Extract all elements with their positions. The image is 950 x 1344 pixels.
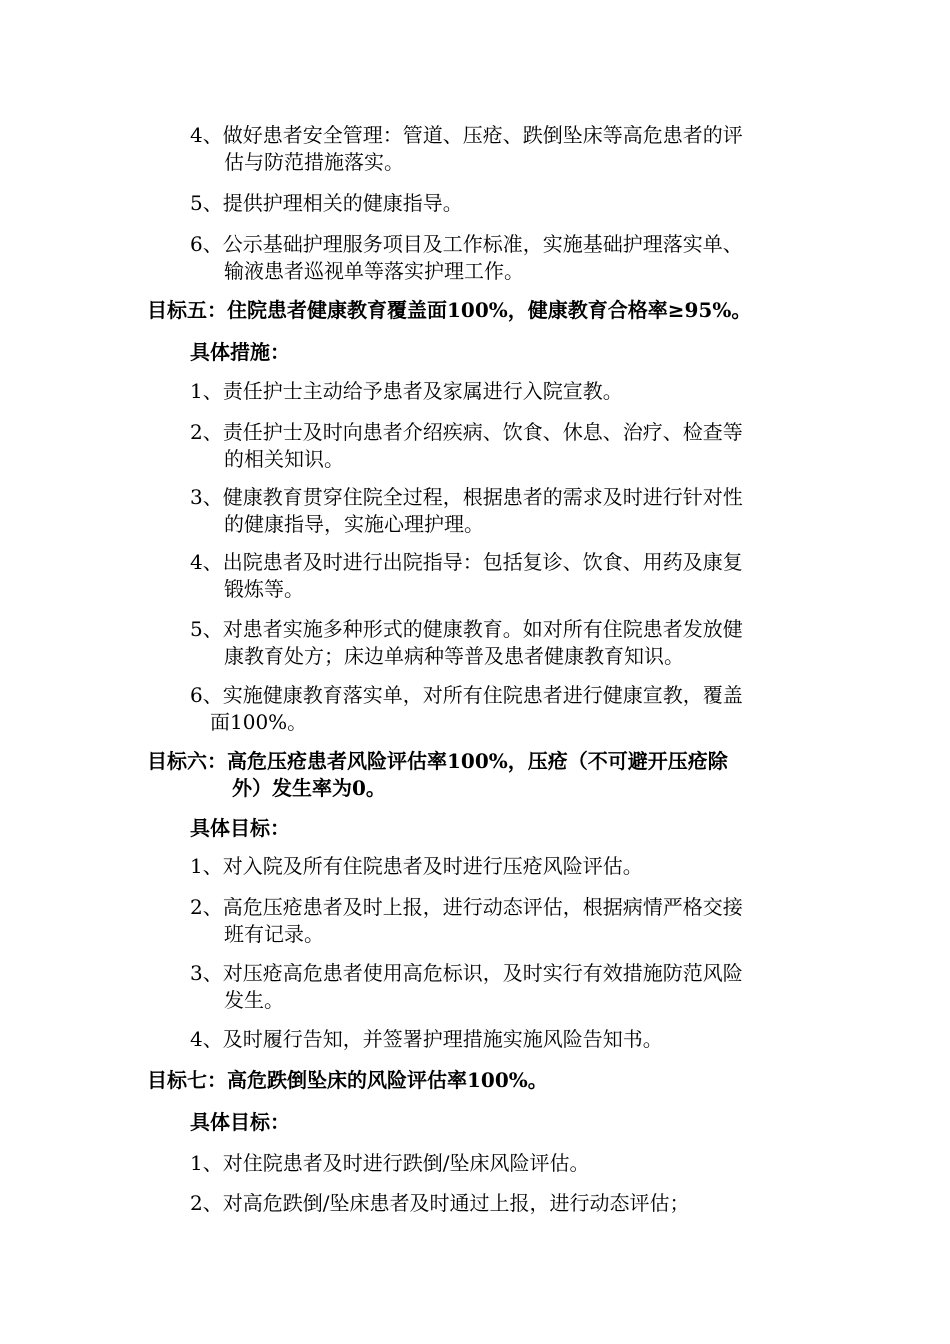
list-item-line: 3、对压疮高危患者使用高危标识，及时实行有效措施防范风险 — [190, 961, 743, 985]
list-item-line: 面100%。 — [210, 710, 308, 734]
list-item — [190, 682, 810, 736]
list-item-line: 估与防范措施落实。 — [224, 150, 404, 174]
list-item-line: 4、出院患者及时进行出院指导：包括复诊、饮食、用药及康复 — [190, 550, 743, 574]
list-item-line: 发生。 — [224, 988, 284, 1012]
list-item-line: 4、及时履行告知，并签署护理措施实施风险告知书。 — [190, 1027, 663, 1051]
list-item — [190, 190, 810, 217]
list-item-line: 5、对患者实施多种形式的健康教育。如对所有住院患者发放健 — [190, 617, 743, 641]
list-item — [190, 894, 810, 948]
list-item-line: 2、高危压疮患者及时上报，进行动态评估，根据病情严格交接 — [190, 895, 743, 919]
list-item — [190, 419, 810, 473]
list-item-line: 1、责任护士主动给予患者及家属进行入院宣教。 — [190, 379, 623, 403]
goal-heading — [147, 297, 812, 324]
list-item-line: 4、做好患者安全管理：管道、压疮、跌倒坠床等高危患者的评 — [190, 123, 743, 147]
list-item-line: 班有记录。 — [224, 922, 324, 946]
list-item-line: 康教育处方；床边单病种等普及患者健康教育知识。 — [224, 644, 684, 668]
list-item-line: 2、对高危跌倒/坠床患者及时通过上报，进行动态评估； — [190, 1191, 690, 1215]
goal-heading — [147, 1067, 812, 1094]
measures-heading: 具体措施： — [190, 340, 290, 364]
list-item — [190, 1190, 810, 1217]
list-item-line: 2、责任护士及时向患者介绍疾病、饮食、休息、治疗、检查等 — [190, 420, 743, 444]
targets-heading: 具体目标： — [190, 816, 290, 840]
list-item-line: 输液患者巡视单等落实护理工作。 — [224, 259, 524, 283]
goal-title: 目标六：高危压疮患者风险评估率100%，压疮（不可避开压疮除 — [147, 749, 728, 773]
list-item-line: 的相关知识。 — [224, 447, 344, 471]
list-item-line: 3、健康教育贯穿住院全过程，根据患者的需求及时进行针对性 — [190, 485, 743, 509]
list-item — [190, 1026, 810, 1053]
list-item — [190, 1150, 810, 1177]
list-item — [190, 853, 810, 880]
list-item-line: 6、公示基础护理服务项目及工作标准，实施基础护理落实单、 — [190, 232, 743, 256]
list-item-line: 1、对住院患者及时进行跌倒/坠床风险评估。 — [190, 1151, 590, 1175]
goal-heading — [147, 748, 812, 802]
goal-title: 目标七：高危跌倒坠床的风险评估率100%。 — [147, 1068, 548, 1092]
list-item-line: 的健康指导，实施心理护理。 — [224, 512, 484, 536]
list-item — [190, 960, 810, 1014]
list-item — [190, 122, 810, 176]
list-item-line: 6、实施健康教育落实单，对所有住院患者进行健康宣教，覆盖 — [190, 683, 743, 707]
list-item — [190, 378, 810, 405]
list-item — [190, 231, 810, 285]
list-item-line: 5、提供护理相关的健康指导。 — [190, 191, 463, 215]
list-item — [190, 549, 810, 603]
list-item — [190, 484, 810, 538]
list-item-line: 锻炼等。 — [224, 577, 304, 601]
targets-heading: 具体目标： — [190, 1110, 290, 1134]
goal-title: 目标五：住院患者健康教育覆盖面100%，健康教育合格率≥95%。 — [147, 298, 752, 322]
goal-title: 外）发生率为0。 — [232, 776, 386, 800]
list-item — [190, 616, 810, 670]
list-item-line: 1、对入院及所有住院患者及时进行压疮风险评估。 — [190, 854, 643, 878]
